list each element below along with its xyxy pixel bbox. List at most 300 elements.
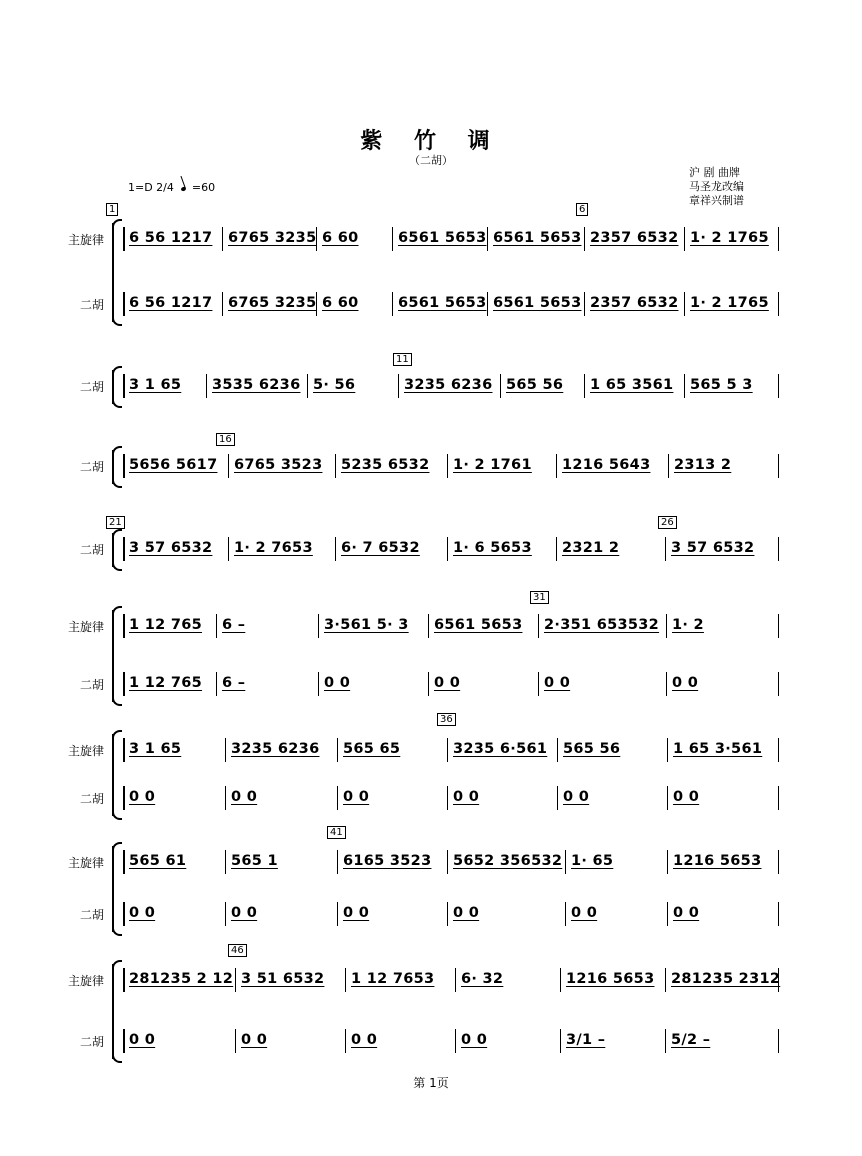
measure: [231, 784, 333, 810]
measure-notes: 0 0: [351, 1032, 378, 1048]
staff-line: [0, 1027, 862, 1053]
measure: [343, 736, 443, 762]
barline: [335, 537, 336, 561]
instrument-label: 二胡: [79, 380, 104, 394]
barline: [123, 374, 125, 398]
measure: [674, 452, 774, 478]
barline: [123, 672, 125, 696]
staff-line: [0, 452, 862, 478]
measure-notes: 6 –: [222, 675, 246, 691]
measure: [341, 535, 443, 561]
measure-notes: 565 65: [343, 741, 401, 757]
barline: [778, 902, 779, 926]
barline: [225, 738, 226, 762]
barline: [123, 738, 125, 762]
barline: [778, 672, 779, 696]
measure-notes: 1· 2 1765: [690, 230, 769, 246]
measure: [313, 372, 394, 398]
barline: [392, 227, 393, 251]
barline: [228, 454, 229, 478]
measure-notes: 6 56 1217: [129, 230, 213, 246]
measure-notes: 0 0: [129, 789, 156, 805]
measure-notes: 6561 5653: [493, 230, 582, 246]
measure: [129, 225, 218, 251]
measure: [544, 670, 662, 696]
song-title: 紫 竹 调: [360, 128, 502, 154]
measure-notes: 6 56 1217: [129, 295, 213, 311]
measure-notes: 3535 6236: [212, 377, 301, 393]
barline: [565, 902, 566, 926]
measure: [563, 736, 663, 762]
measure: [343, 784, 443, 810]
measure: [322, 290, 388, 316]
barline: [557, 738, 558, 762]
measure: [453, 535, 552, 561]
barline: [668, 454, 669, 478]
barline: [778, 614, 779, 638]
measure-notes: 6165 3523: [343, 853, 432, 869]
measure-notes: 565 56: [506, 377, 564, 393]
measure: [129, 452, 224, 478]
measure-notes: 6765 3523: [234, 457, 323, 473]
measure-notes: 3235 6·561: [453, 741, 548, 757]
measure: [566, 1027, 661, 1053]
measure: [434, 612, 534, 638]
measure: [129, 784, 221, 810]
measure: [590, 225, 680, 251]
barline: [225, 786, 226, 810]
credit-genre: 沪 剧 曲牌: [689, 166, 740, 179]
measure: [453, 452, 552, 478]
staff-line: [0, 784, 862, 810]
instrument-label: 二胡: [79, 1035, 104, 1049]
measure-notes: 1· 2: [672, 617, 704, 633]
barline: [123, 614, 125, 638]
staff-line: [0, 535, 862, 561]
barline: [206, 374, 207, 398]
barline: [778, 454, 779, 478]
barline: [557, 786, 558, 810]
measure-number: 1: [106, 203, 118, 216]
measure: [234, 535, 331, 561]
measure: [222, 612, 314, 638]
barline: [778, 850, 779, 874]
barline: [778, 1029, 779, 1053]
barline: [487, 227, 488, 251]
measure-notes: 1· 65: [571, 853, 614, 869]
measure-notes: 0 0: [673, 789, 700, 805]
measure: [231, 848, 333, 874]
measure-notes: 0 0: [673, 905, 700, 921]
measure: [322, 225, 388, 251]
measure-number: 16: [216, 433, 235, 446]
barline: [556, 454, 557, 478]
barline: [778, 537, 779, 561]
measure: [404, 372, 496, 398]
measure-notes: 2357 6532: [590, 295, 679, 311]
barline: [500, 374, 501, 398]
measure: [690, 290, 774, 316]
measure: [590, 290, 680, 316]
barline: [447, 786, 448, 810]
measure: [673, 848, 774, 874]
barline: [225, 850, 226, 874]
measure-notes: 3 1 65: [129, 377, 182, 393]
measure-notes: 3 51 6532: [241, 971, 325, 987]
barline: [455, 968, 456, 992]
instrument-label: 二胡: [79, 678, 104, 692]
measure-number: 36: [437, 713, 456, 726]
barline: [584, 227, 585, 251]
measure: [212, 372, 303, 398]
measure-notes: 0 0: [563, 789, 590, 805]
measure: [343, 900, 443, 926]
measure-notes: 6· 32: [461, 971, 504, 987]
measure: [129, 535, 224, 561]
barline: [684, 374, 685, 398]
measure-notes: 5235 6532: [341, 457, 430, 473]
measure-notes: 5656 5617: [129, 457, 218, 473]
measure-notes: 0 0: [129, 905, 156, 921]
measure-notes: 1 65 3·561: [673, 741, 763, 757]
measure-notes: 0 0: [129, 1032, 156, 1048]
measure-notes: 565 56: [563, 741, 621, 757]
key-tempo: [128, 181, 215, 194]
barline: [225, 902, 226, 926]
barline: [667, 902, 668, 926]
instrument-label: 二胡: [79, 908, 104, 922]
measure-notes: 6561 5653: [493, 295, 582, 311]
measure-number: 31: [530, 591, 549, 604]
credits: [689, 166, 744, 208]
measure-notes: 281235 2 12: [129, 971, 234, 987]
instrument-label: 主旋律: [67, 233, 104, 247]
measure: [228, 225, 317, 251]
barline: [666, 672, 667, 696]
measure: [563, 784, 663, 810]
barline: [565, 850, 566, 874]
barline: [778, 738, 779, 762]
measure: [231, 736, 333, 762]
measure-number: 46: [228, 944, 247, 957]
barline: [447, 537, 448, 561]
measure: [461, 1027, 556, 1053]
barline: [335, 454, 336, 478]
barline: [584, 292, 585, 316]
measure-notes: 6765 3235: [228, 230, 317, 246]
measure: [590, 372, 680, 398]
measure: [231, 900, 333, 926]
measure: [398, 290, 487, 316]
measure: [562, 535, 661, 561]
measure: [324, 670, 424, 696]
staff-line: [0, 612, 862, 638]
barline: [487, 292, 488, 316]
barline: [538, 672, 539, 696]
measure-notes: 2·351 653532: [544, 617, 660, 633]
measure: [453, 736, 553, 762]
barline: [778, 292, 779, 316]
staff-line: [0, 736, 862, 762]
staff-line: [0, 900, 862, 926]
barline: [345, 1029, 346, 1053]
measure-notes: 1 65 3561: [590, 377, 674, 393]
barline: [428, 614, 429, 638]
measure: [671, 1027, 774, 1053]
measure: [493, 225, 580, 251]
measure-notes: 0 0: [324, 675, 351, 691]
barline: [345, 968, 346, 992]
staff-line: [0, 848, 862, 874]
measure-notes: 1· 2 1761: [453, 457, 532, 473]
barline: [123, 292, 125, 316]
barline: [318, 614, 319, 638]
measure: [228, 290, 317, 316]
measure-notes: 0 0: [544, 675, 571, 691]
key-signature: 1=D 2/4: [128, 181, 174, 194]
staff-line: [0, 670, 862, 696]
quarter-note-icon: [181, 186, 187, 191]
measure-notes: 565 5 3: [690, 377, 753, 393]
measure-notes: 5652 356532: [453, 853, 563, 869]
measure-notes: 1216 5653: [566, 971, 655, 987]
barline: [307, 374, 308, 398]
measure: [129, 290, 218, 316]
barline: [216, 672, 217, 696]
barline: [556, 537, 557, 561]
barline: [428, 672, 429, 696]
barline: [665, 968, 666, 992]
measure-notes: 1 12 765: [129, 675, 203, 691]
measure-notes: 5/2 –: [671, 1032, 711, 1048]
instrument-label: 二胡: [79, 298, 104, 312]
measure: [129, 736, 221, 762]
barline: [447, 902, 448, 926]
credit-transcriber: 章祥兴制谱: [689, 194, 744, 207]
measure-notes: 1216 5643: [562, 457, 651, 473]
staff-line: [0, 372, 862, 398]
measure: [341, 452, 443, 478]
measure: [241, 1027, 341, 1053]
barline: [398, 374, 399, 398]
measure: [673, 900, 774, 926]
barline: [392, 292, 393, 316]
measure: [343, 848, 443, 874]
measure-notes: 0 0: [453, 905, 480, 921]
instrument-label: 二胡: [79, 543, 104, 557]
measure-notes: 565 1: [231, 853, 278, 869]
measure-notes: 6561 5653: [398, 295, 487, 311]
measure: [673, 736, 774, 762]
measure: [351, 966, 451, 992]
instrument-label: 主旋律: [67, 620, 104, 634]
measure: [129, 848, 221, 874]
measure-notes: 6 60: [322, 295, 359, 311]
measure-notes: 2357 6532: [590, 230, 679, 246]
measure: [453, 900, 561, 926]
measure-notes: 3 57 6532: [671, 540, 755, 556]
measure: [129, 900, 221, 926]
barline: [216, 614, 217, 638]
measure: [398, 225, 487, 251]
instrument-label: 主旋律: [67, 744, 104, 758]
barline: [667, 738, 668, 762]
measure: [234, 452, 331, 478]
barline: [447, 850, 448, 874]
barline: [123, 227, 125, 251]
measure-notes: 6 60: [322, 230, 359, 246]
measure-notes: 2321 2: [562, 540, 620, 556]
measure-number: 11: [393, 353, 412, 366]
measure: [461, 966, 556, 992]
instrument-label: 主旋律: [67, 974, 104, 988]
barline: [235, 1029, 236, 1053]
barline: [123, 968, 125, 992]
measure-notes: 3 57 6532: [129, 540, 213, 556]
measure: [241, 966, 341, 992]
page-number: 第 1页: [413, 1076, 449, 1090]
barline: [778, 374, 779, 398]
barline: [455, 1029, 456, 1053]
barline: [235, 968, 236, 992]
barline: [123, 454, 125, 478]
measure-notes: 0 0: [571, 905, 598, 921]
measure-notes: 281235 2312: [671, 971, 781, 987]
measure-notes: 6561 5653: [398, 230, 487, 246]
measure: [562, 452, 664, 478]
measure: [129, 670, 212, 696]
measure-number: 26: [658, 516, 677, 529]
measure: [324, 612, 424, 638]
measure-notes: 1· 6 5653: [453, 540, 532, 556]
barline: [665, 537, 666, 561]
measure-notes: 6765 3235: [228, 295, 317, 311]
barline: [337, 850, 338, 874]
measure-number: 41: [327, 826, 346, 839]
measure-number: 6: [576, 203, 588, 216]
measure: [506, 372, 580, 398]
barline: [684, 227, 685, 251]
measure: [690, 225, 774, 251]
measure: [351, 1027, 451, 1053]
measure-notes: 5· 56: [313, 377, 356, 393]
barline: [538, 614, 539, 638]
measure: [453, 784, 553, 810]
measure-notes: 0 0: [343, 905, 370, 921]
measure-notes: 0 0: [434, 675, 461, 691]
measure-notes: 6 –: [222, 617, 246, 633]
measure-notes: 0 0: [343, 789, 370, 805]
measure-notes: 6561 5653: [434, 617, 523, 633]
barline: [123, 786, 125, 810]
barline: [584, 374, 585, 398]
measure: [434, 670, 534, 696]
measure: [571, 900, 663, 926]
measure: [671, 535, 774, 561]
measure-notes: 0 0: [672, 675, 699, 691]
staff-line: [0, 225, 862, 251]
measure: [671, 966, 781, 992]
measure-notes: 3 1 65: [129, 741, 182, 757]
tempo-mark: =60: [191, 181, 216, 194]
measure: [129, 966, 234, 992]
instrument-label: 二胡: [79, 792, 104, 806]
barline: [560, 968, 561, 992]
measure-notes: 0 0: [453, 789, 480, 805]
barline: [337, 786, 338, 810]
measure-notes: 1216 5653: [673, 853, 762, 869]
barline: [684, 292, 685, 316]
barline: [123, 537, 125, 561]
measure: [566, 966, 661, 992]
measure-notes: 6· 7 6532: [341, 540, 420, 556]
instrument-label: 二胡: [79, 460, 104, 474]
barline: [560, 1029, 561, 1053]
subtitle: （二胡）: [409, 154, 453, 167]
measure-number: 21: [106, 516, 125, 529]
barline: [667, 850, 668, 874]
measure-notes: 1· 2 1765: [690, 295, 769, 311]
measure: [673, 784, 774, 810]
barline: [666, 614, 667, 638]
measure: [222, 670, 314, 696]
measure: [493, 290, 580, 316]
measure: [129, 372, 202, 398]
barline: [778, 227, 779, 251]
barline: [222, 227, 223, 251]
barline: [447, 738, 448, 762]
measure: [129, 1027, 231, 1053]
measure-notes: 0 0: [231, 789, 258, 805]
measure: [672, 670, 774, 696]
barline: [222, 292, 223, 316]
instrument-label: 主旋律: [67, 856, 104, 870]
barline: [778, 786, 779, 810]
measure-notes: 1· 2 7653: [234, 540, 313, 556]
barline: [665, 1029, 666, 1053]
measure-notes: 3235 6236: [404, 377, 493, 393]
measure-notes: 3235 6236: [231, 741, 320, 757]
measure-notes: 0 0: [461, 1032, 488, 1048]
measure-notes: 1 12 765: [129, 617, 203, 633]
measure-notes: 1 12 7653: [351, 971, 435, 987]
measure-notes: 3·561 5· 3: [324, 617, 409, 633]
barline: [123, 902, 125, 926]
measure: [690, 372, 774, 398]
barline: [318, 672, 319, 696]
measure: [571, 848, 663, 874]
barline: [447, 454, 448, 478]
measure: [453, 848, 561, 874]
barline: [123, 1029, 125, 1053]
staff-line: [0, 966, 862, 992]
barline: [123, 850, 125, 874]
barline: [228, 537, 229, 561]
measure: [544, 612, 662, 638]
staff-line: [0, 290, 862, 316]
measure-notes: 3/1 –: [566, 1032, 606, 1048]
barline: [337, 902, 338, 926]
barline: [667, 786, 668, 810]
measure: [129, 612, 212, 638]
barline: [337, 738, 338, 762]
measure-notes: 2313 2: [674, 457, 732, 473]
measure-notes: 0 0: [241, 1032, 268, 1048]
measure-notes: 565 61: [129, 853, 187, 869]
credit-arranger: 马圣龙改编: [689, 180, 744, 193]
measure: [672, 612, 774, 638]
measure-notes: 0 0: [231, 905, 258, 921]
